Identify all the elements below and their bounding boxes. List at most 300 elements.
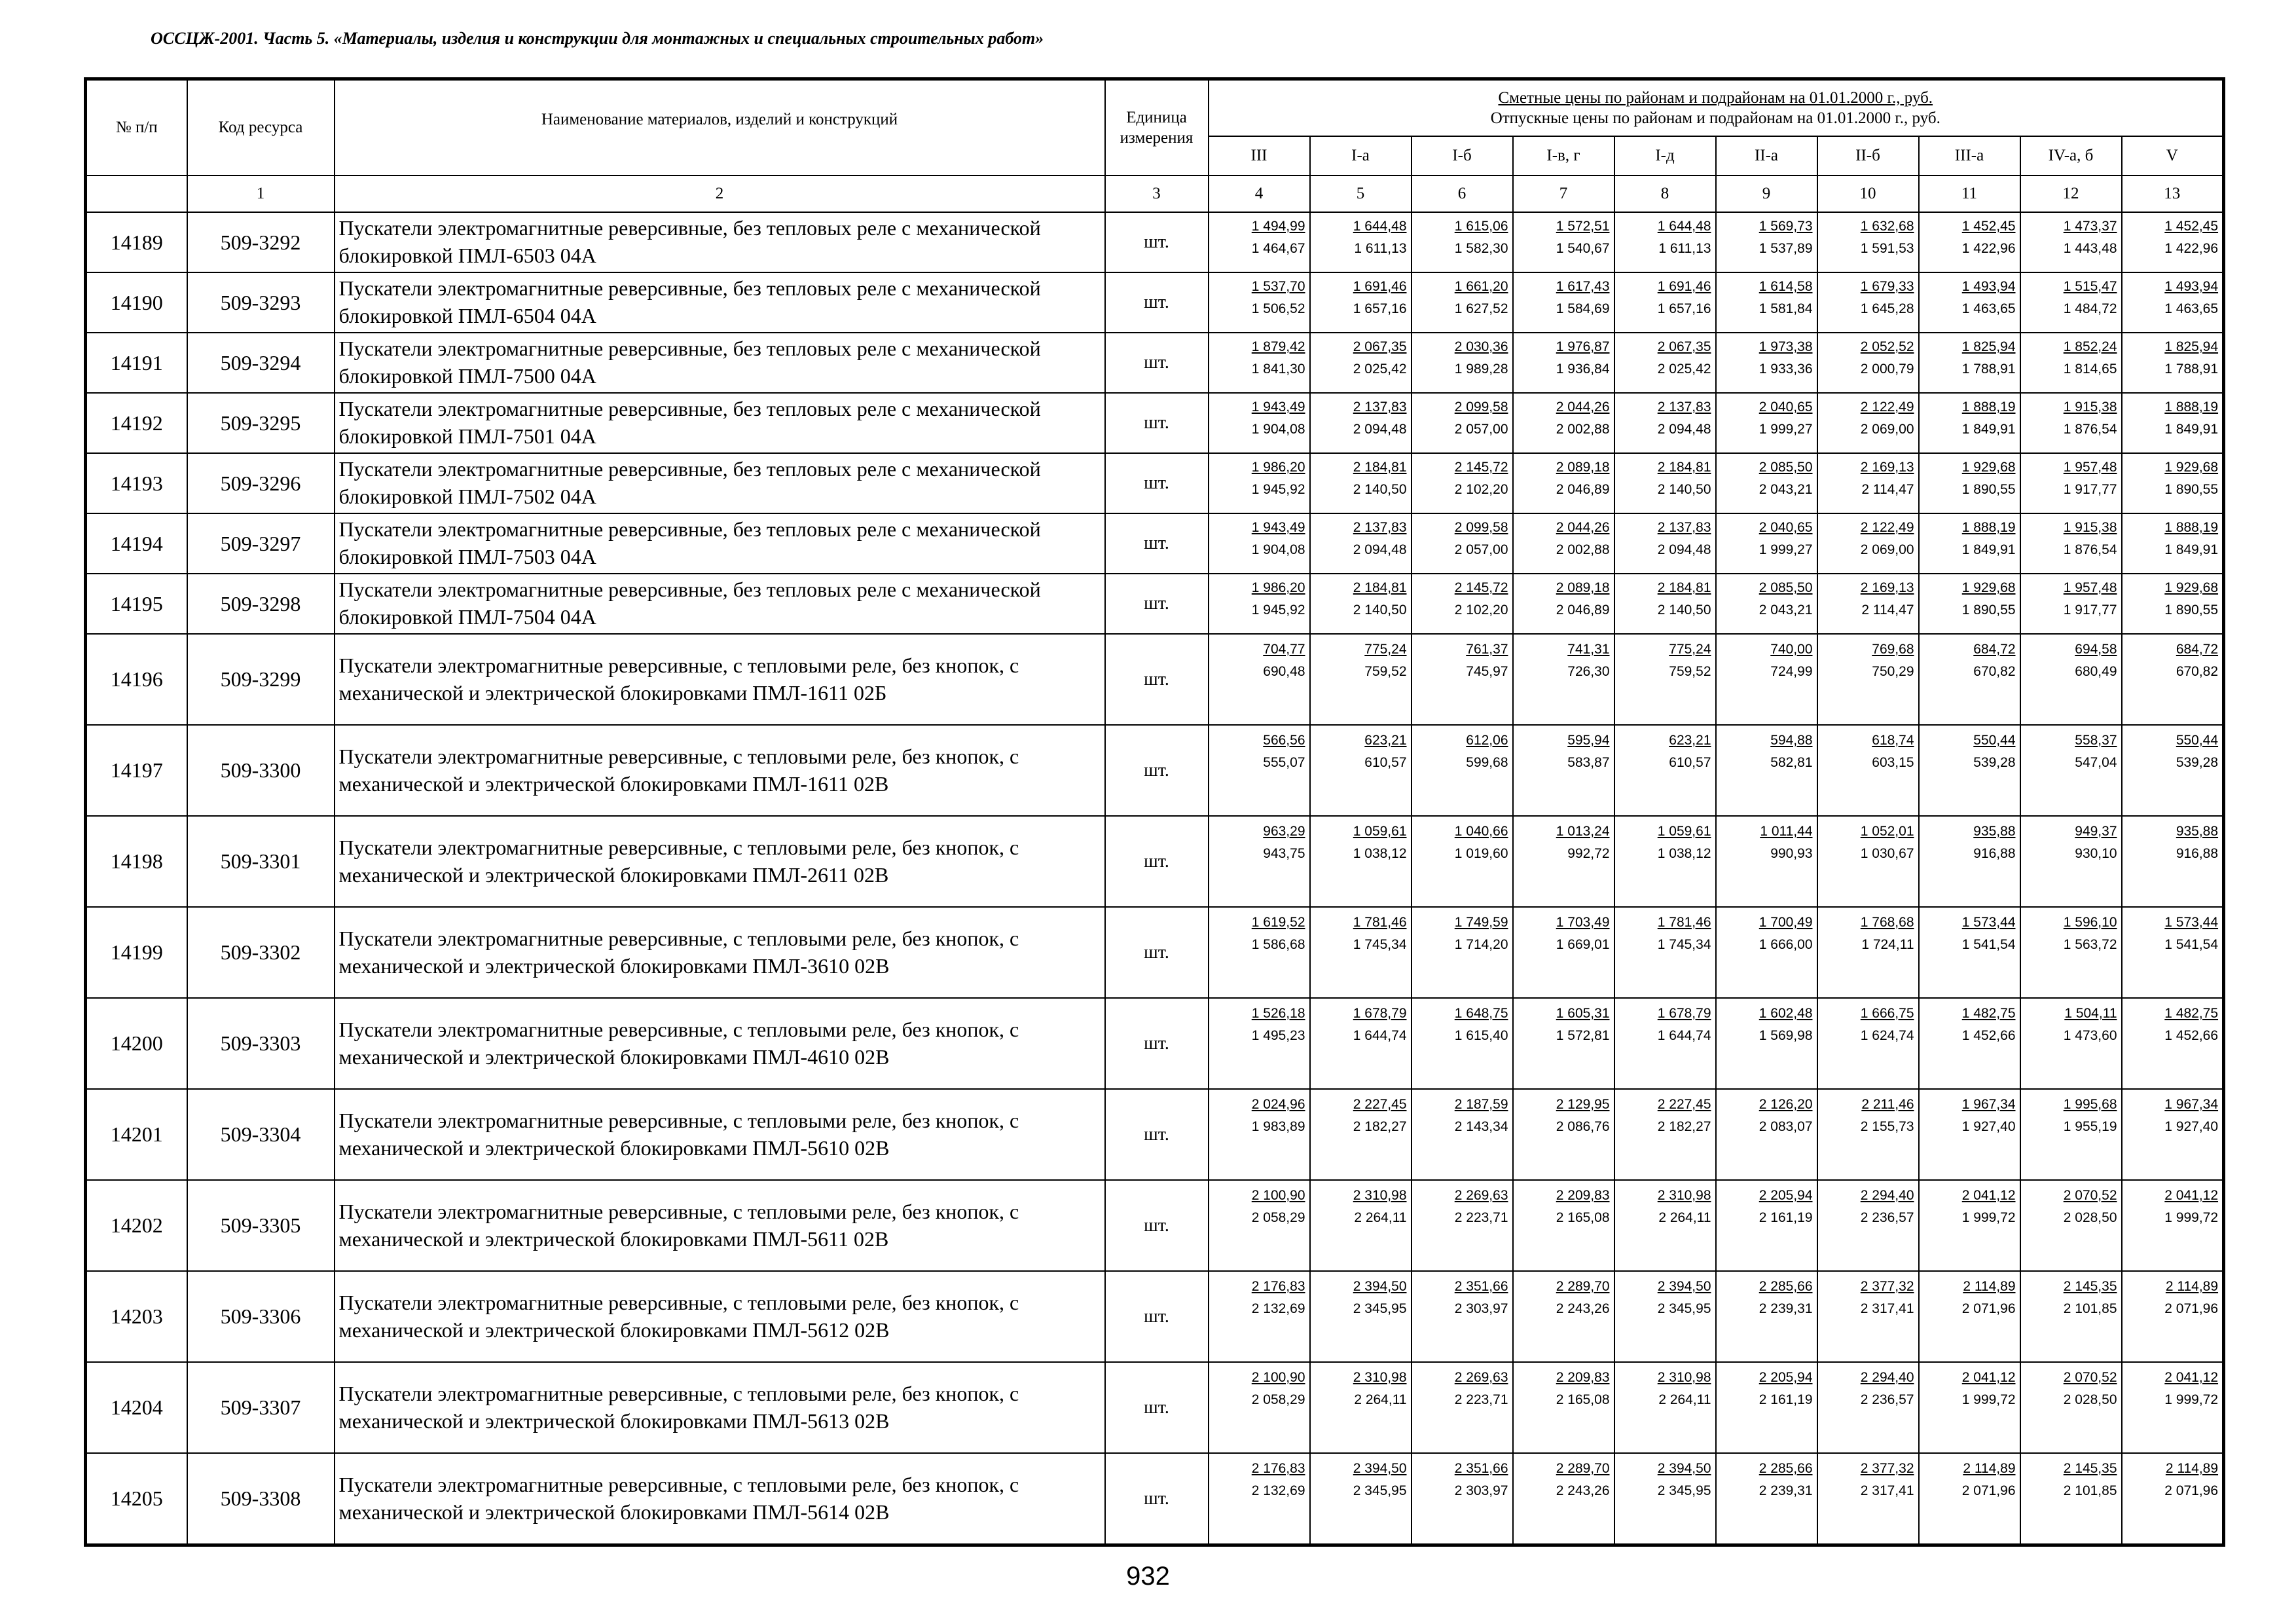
price-cell (1310, 333, 1412, 393)
unit-of-measure: шт. (1105, 998, 1209, 1089)
release-price: 1 890,55 (2164, 602, 2219, 618)
release-price: 1 030,67 (1860, 846, 1914, 861)
unit-of-measure: шт. (1105, 1180, 1209, 1271)
release-price: 2 002,88 (1556, 542, 1610, 557)
price-cell (1310, 272, 1412, 333)
price-cell (1614, 1362, 1716, 1453)
estimate-price: 2 030,36 (1454, 339, 1508, 354)
estimate-price: 694,58 (2075, 642, 2117, 657)
unit-of-measure: шт. (1105, 907, 1209, 998)
release-price: 690,48 (1263, 664, 1305, 679)
estimate-price: 1 995,68 (2063, 1097, 2117, 1112)
estimate-price: 1 572,51 (1556, 219, 1610, 234)
price-cell (1716, 1271, 1817, 1362)
estimate-price: 618,74 (1872, 733, 1914, 748)
estimate-price: 1 605,31 (1556, 1006, 1610, 1021)
price-cell (1310, 453, 1412, 513)
price-cell (1209, 453, 1310, 513)
estimate-price: 612,06 (1466, 733, 1508, 748)
price-cell (2020, 393, 2122, 453)
unit-of-measure: шт. (1105, 212, 1209, 272)
release-price: 1 945,92 (1251, 602, 1305, 618)
estimate-price: 2 289,70 (1556, 1461, 1610, 1476)
price-cell (1817, 1362, 1919, 1453)
estimate-price: 2 394,50 (1657, 1461, 1711, 1476)
estimate-price: 1 679,33 (1860, 279, 1914, 294)
price-cell (1412, 574, 1513, 634)
release-price: 2 140,50 (1657, 602, 1711, 618)
estimate-price: 1 052,01 (1860, 824, 1914, 839)
price-cell (1310, 1271, 1412, 1362)
document-header: ОССЦЖ-2001. Часть 5. «Материалы, изделия и конструкции для монтажных и специальных строительных работ» (151, 29, 1044, 48)
price-cell (1919, 272, 2020, 333)
prices-caption-estimate: Сметные цены по районам и подрайонам на 01.01.2000 г., руб. (1498, 88, 1933, 107)
price-cell (1716, 725, 1817, 816)
column-number: 8 (1614, 175, 1716, 212)
release-price: 2 140,50 (1353, 482, 1407, 497)
estimate-price: 963,29 (1263, 824, 1305, 839)
release-price: 1 714,20 (1454, 937, 1508, 952)
release-price: 1 627,52 (1454, 301, 1508, 316)
estimate-price: 623,21 (1364, 733, 1407, 748)
price-cell (2020, 574, 2122, 634)
row-number: 14193 (86, 453, 187, 513)
material-name: Пускатели электромагнитные реверсивные, без тепловых реле с механической блокировкой ПМЛ-6503 04А (335, 212, 1105, 272)
price-cell (1817, 907, 1919, 998)
release-price: 2 236,57 (1860, 1392, 1914, 1407)
price-cell (1817, 574, 1919, 634)
release-price: 1 669,01 (1556, 937, 1610, 952)
price-cell (2122, 1362, 2224, 1453)
release-price: 1 624,74 (1860, 1028, 1914, 1043)
estimate-price: 2 394,50 (1353, 1461, 1407, 1476)
table-row (86, 725, 2224, 816)
page-number: 932 (1126, 1562, 1170, 1591)
estimate-price: 1 569,73 (1758, 219, 1813, 234)
row-number: 14199 (86, 907, 187, 998)
estimate-price: 2 285,66 (1758, 1279, 1813, 1294)
estimate-price: 2 289,70 (1556, 1279, 1610, 1294)
release-price: 2 083,07 (1758, 1119, 1813, 1134)
price-cell (1817, 1271, 1919, 1362)
estimate-price: 1 596,10 (2063, 915, 2117, 930)
estimate-price: 2 351,66 (1454, 1461, 1508, 1476)
resource-code: 509-3294 (187, 333, 335, 393)
estimate-price: 1 929,68 (1961, 580, 2016, 595)
table-row (86, 907, 2224, 998)
resource-code: 509-3293 (187, 272, 335, 333)
release-price: 1 645,28 (1860, 301, 1914, 316)
row-number: 14190 (86, 272, 187, 333)
price-cell (1209, 513, 1310, 574)
estimate-price: 2 085,50 (1758, 580, 1813, 595)
price-cell (1817, 725, 1919, 816)
release-price: 2 046,89 (1556, 482, 1610, 497)
release-price: 1 876,54 (2063, 422, 2117, 437)
price-cell (2122, 1453, 2224, 1545)
row-number: 14192 (86, 393, 187, 453)
header-row-1 (86, 79, 2224, 137)
price-cell (1209, 907, 1310, 998)
estimate-price: 1 515,47 (2063, 279, 2117, 294)
table-row (86, 816, 2224, 907)
price-cell (1919, 453, 2020, 513)
region-header: I-а (1310, 136, 1412, 175)
estimate-price: 1 482,75 (2164, 1006, 2219, 1021)
table-row (86, 1180, 2224, 1271)
release-price: 1 814,65 (2063, 361, 2117, 377)
release-price: 2 043,21 (1758, 602, 1813, 618)
estimate-price: 1 852,24 (2063, 339, 2117, 354)
price-cell (1209, 1271, 1310, 1362)
price-cell (2122, 513, 2224, 574)
release-price: 603,15 (1872, 755, 1914, 770)
estimate-price: 1 915,38 (2063, 399, 2117, 415)
price-cell (2020, 1453, 2122, 1545)
release-price: 2 182,27 (1657, 1119, 1711, 1134)
price-cell (1614, 1089, 1716, 1180)
table-row (86, 1453, 2224, 1545)
price-cell (1614, 634, 1716, 725)
estimate-price: 2 184,81 (1657, 580, 1711, 595)
region-header: I-в, г (1513, 136, 1614, 175)
release-price: 2 243,26 (1556, 1301, 1610, 1316)
release-price: 2 345,95 (1353, 1483, 1407, 1498)
estimate-price: 1 619,52 (1251, 915, 1305, 930)
release-price: 2 102,20 (1454, 482, 1508, 497)
price-cell (1310, 574, 1412, 634)
release-price: 1 933,36 (1758, 361, 1813, 377)
release-price: 759,52 (1669, 664, 1711, 679)
estimate-price: 2 126,20 (1758, 1097, 1813, 1112)
price-cell (1310, 634, 1412, 725)
price-cell (1412, 513, 1513, 574)
release-price: 539,28 (1973, 755, 2016, 770)
price-cell (2020, 1271, 2122, 1362)
price-cell (2020, 1089, 2122, 1180)
unit-of-measure: шт. (1105, 453, 1209, 513)
release-price: 1 611,13 (1354, 241, 1407, 256)
release-price: 1 464,67 (1251, 241, 1305, 256)
price-cell (1817, 1180, 1919, 1271)
price-cell (2020, 1180, 2122, 1271)
material-name: Пускатели электромагнитные реверсивные, с тепловыми реле, без кнопок, с механической и электрической блокировками ПМЛ-5613 02В (335, 1362, 1105, 1453)
prices-caption (1209, 79, 2224, 137)
resource-code: 509-3306 (187, 1271, 335, 1362)
estimate-price: 1 973,38 (1758, 339, 1813, 354)
release-price: 1 563,72 (2063, 937, 2117, 952)
row-number: 14195 (86, 574, 187, 634)
release-price: 2 161,19 (1758, 1210, 1813, 1225)
column-number-empty (86, 175, 187, 212)
estimate-price: 2 377,32 (1860, 1279, 1914, 1294)
resource-code: 509-3302 (187, 907, 335, 998)
price-cell (1716, 816, 1817, 907)
estimate-price: 2 100,90 (1251, 1370, 1305, 1385)
estimate-price: 1 011,44 (1760, 824, 1813, 839)
unit-of-measure: шт. (1105, 574, 1209, 634)
estimate-price: 1 452,45 (2164, 219, 2219, 234)
estimate-price: 769,68 (1872, 642, 1914, 657)
row-number: 14201 (86, 1089, 187, 1180)
column-number: 1 (187, 175, 335, 212)
material-name: Пускатели электромагнитные реверсивные, без тепловых реле с механической блокировкой ПМЛ-7501 04А (335, 393, 1105, 453)
price-cell (2122, 574, 2224, 634)
release-price: 726,30 (1567, 664, 1610, 679)
price-cell (2122, 816, 2224, 907)
release-price: 2 143,34 (1454, 1119, 1508, 1134)
price-cell (1209, 212, 1310, 272)
price-cell (1614, 574, 1716, 634)
release-price: 2 071,96 (1961, 1301, 2016, 1316)
release-price: 2 345,95 (1353, 1301, 1407, 1316)
release-price: 930,10 (2075, 846, 2117, 861)
price-cell (1614, 272, 1716, 333)
release-price: 1 849,91 (1961, 422, 2016, 437)
resource-code: 509-3296 (187, 453, 335, 513)
price-cell (1310, 998, 1412, 1089)
estimate-price: 2 285,66 (1758, 1461, 1813, 1476)
release-price: 1 999,27 (1758, 422, 1813, 437)
price-cell (1614, 212, 1716, 272)
price-cell (1412, 634, 1513, 725)
price-cell (2020, 272, 2122, 333)
release-price: 680,49 (2075, 664, 2117, 679)
release-price: 759,52 (1364, 664, 1407, 679)
price-cell (1513, 513, 1614, 574)
row-number: 14202 (86, 1180, 187, 1271)
estimate-price: 2 227,45 (1657, 1097, 1711, 1112)
price-cell (2122, 998, 2224, 1089)
price-cell (1919, 816, 2020, 907)
price-cell (1919, 574, 2020, 634)
release-price: 670,82 (1973, 664, 2016, 679)
estimate-price: 1 648,75 (1454, 1006, 1508, 1021)
estimate-price: 2 205,94 (1758, 1188, 1813, 1203)
release-price: 555,07 (1263, 755, 1305, 770)
price-cell (2020, 634, 2122, 725)
price-cell (2122, 212, 2224, 272)
release-price: 943,75 (1263, 846, 1305, 861)
release-price: 2 069,00 (1860, 542, 1914, 557)
release-price: 1 506,52 (1251, 301, 1305, 316)
release-price: 1 983,89 (1251, 1119, 1305, 1134)
estimate-price: 1 825,94 (2164, 339, 2219, 354)
release-price: 1 917,77 (2063, 482, 2117, 497)
price-cell (1209, 816, 1310, 907)
price-cell (1919, 634, 2020, 725)
estimate-price: 1 929,68 (2164, 460, 2219, 475)
release-price: 1 999,72 (1961, 1392, 2016, 1407)
resource-code: 509-3307 (187, 1362, 335, 1453)
estimate-price: 2 145,72 (1454, 460, 1508, 475)
price-cell (1310, 1089, 1412, 1180)
price-cell (1614, 513, 1716, 574)
release-price: 2 071,96 (2164, 1483, 2219, 1498)
estimate-price: 1 976,87 (1556, 339, 1610, 354)
release-price: 2 000,79 (1860, 361, 1914, 377)
material-name: Пускатели электромагнитные реверсивные, без тепловых реле с механической блокировкой ПМЛ-7500 04А (335, 333, 1105, 393)
release-price: 2 243,26 (1556, 1483, 1610, 1498)
price-cell (1919, 393, 2020, 453)
price-cell (1412, 453, 1513, 513)
release-price: 1 999,72 (2164, 1210, 2219, 1225)
price-cell (2020, 907, 2122, 998)
column-number: 9 (1716, 175, 1817, 212)
price-cell (2020, 998, 2122, 1089)
estimate-price: 566,56 (1263, 733, 1305, 748)
release-price: 1 591,53 (1860, 241, 1914, 256)
release-price: 2 114,47 (1861, 602, 1914, 618)
column-number: 4 (1209, 175, 1310, 212)
table-body (86, 212, 2224, 1545)
release-price: 1 443,48 (2063, 241, 2117, 256)
price-cell (1716, 212, 1817, 272)
price-cell (1310, 513, 1412, 574)
price-cell (1614, 1453, 1716, 1545)
estimate-price: 1 929,68 (1961, 460, 2016, 475)
release-price: 2 071,96 (2164, 1301, 2219, 1316)
release-price: 2 165,08 (1556, 1392, 1610, 1407)
release-price: 539,28 (2176, 755, 2219, 770)
unit-of-measure: шт. (1105, 1362, 1209, 1453)
price-cell (1412, 333, 1513, 393)
price-cell (2020, 725, 2122, 816)
price-cell (1919, 333, 2020, 393)
release-price: 2 028,50 (2063, 1392, 2117, 1407)
release-price: 2 303,97 (1454, 1301, 1508, 1316)
resource-code: 509-3308 (187, 1453, 335, 1545)
estimate-price: 1 666,75 (1860, 1006, 1914, 1021)
price-cell (1513, 1362, 1614, 1453)
price-cell (1310, 1180, 1412, 1271)
price-cell (2122, 333, 2224, 393)
estimate-price: 1 644,48 (1353, 219, 1407, 234)
estimate-price: 704,77 (1263, 642, 1305, 657)
release-price: 2 046,89 (1556, 602, 1610, 618)
price-cell (1716, 1453, 1817, 1545)
release-price: 990,93 (1770, 846, 1813, 861)
resource-code: 509-3299 (187, 634, 335, 725)
release-price: 1 890,55 (1961, 482, 2016, 497)
price-cell (1209, 634, 1310, 725)
estimate-price: 1 661,20 (1454, 279, 1508, 294)
release-price: 2 239,31 (1758, 1301, 1813, 1316)
release-price: 610,57 (1364, 755, 1407, 770)
price-cell (1716, 907, 1817, 998)
release-price: 2 069,00 (1860, 422, 1914, 437)
estimate-price: 775,24 (1364, 642, 1407, 657)
column-number: 6 (1412, 175, 1513, 212)
price-cell (1310, 1362, 1412, 1453)
release-price: 1 540,67 (1556, 241, 1610, 256)
release-price: 2 140,50 (1657, 482, 1711, 497)
estimate-price: 1 929,68 (2164, 580, 2219, 595)
price-cell (1919, 513, 2020, 574)
row-number: 14189 (86, 212, 187, 272)
col-unit-title: Единица измерения (1105, 79, 1209, 176)
release-price: 1 788,91 (1961, 361, 2016, 377)
estimate-price: 1 678,79 (1353, 1006, 1407, 1021)
estimate-price: 1 703,49 (1556, 915, 1610, 930)
row-number: 14197 (86, 725, 187, 816)
price-cell (2122, 1271, 2224, 1362)
estimate-price: 1 967,34 (2164, 1097, 2219, 1112)
release-price: 1 569,98 (1758, 1028, 1813, 1043)
estimate-price: 2 145,35 (2063, 1461, 2117, 1476)
estimate-price: 2 184,81 (1353, 580, 1407, 595)
resource-code: 509-3298 (187, 574, 335, 634)
estimate-price: 1 957,48 (2063, 460, 2117, 475)
price-cell (1716, 513, 1817, 574)
price-cell (1412, 393, 1513, 453)
release-price: 2 043,21 (1758, 482, 1813, 497)
price-cell (1817, 998, 1919, 1089)
price-cell (2020, 816, 2122, 907)
price-cell (1817, 1089, 1919, 1180)
price-cell (2122, 1089, 2224, 1180)
estimate-price: 741,31 (1567, 642, 1610, 657)
estimate-price: 550,44 (1973, 733, 2016, 748)
price-cell (2122, 1180, 2224, 1271)
table-row (86, 453, 2224, 513)
estimate-price: 1 915,38 (2063, 520, 2117, 535)
price-cell (1412, 998, 1513, 1089)
release-price: 1 999,72 (1961, 1210, 2016, 1225)
estimate-price: 684,72 (1973, 642, 2016, 657)
estimate-price: 1 573,44 (2164, 915, 2219, 930)
price-cell (1310, 816, 1412, 907)
estimate-price: 1 504,11 (2064, 1006, 2117, 1021)
estimate-price: 775,24 (1669, 642, 1711, 657)
estimate-price: 2 114,89 (1963, 1279, 2016, 1294)
estimate-price: 1 632,68 (1860, 219, 1914, 234)
column-number: 10 (1817, 175, 1919, 212)
estimate-price: 623,21 (1669, 733, 1711, 748)
estimate-price: 2 114,89 (2165, 1279, 2219, 1294)
release-price: 2 161,19 (1758, 1392, 1813, 1407)
release-price: 1 745,34 (1657, 937, 1711, 952)
price-cell (1513, 725, 1614, 816)
price-cell (1513, 212, 1614, 272)
price-cell (1513, 907, 1614, 998)
unit-of-measure: шт. (1105, 816, 1209, 907)
price-cell (1614, 725, 1716, 816)
estimate-price: 2 211,46 (1861, 1097, 1914, 1112)
release-price: 2 101,85 (2063, 1301, 2117, 1316)
column-number: 2 (335, 175, 1105, 212)
release-price: 2 264,11 (1658, 1210, 1711, 1225)
estimate-price: 2 024,96 (1251, 1097, 1305, 1112)
material-name: Пускатели электромагнитные реверсивные, без тепловых реле с механической блокировкой ПМЛ-7503 04А (335, 513, 1105, 574)
release-price: 1 541,54 (2164, 937, 2219, 952)
row-number: 14204 (86, 1362, 187, 1453)
price-cell (2122, 634, 2224, 725)
estimate-price: 1 986,20 (1251, 460, 1305, 475)
release-price: 1 936,84 (1556, 361, 1610, 377)
estimate-price: 2 227,45 (1353, 1097, 1407, 1112)
release-price: 1 038,12 (1657, 846, 1711, 861)
estimate-price: 1 781,46 (1657, 915, 1711, 930)
estimate-price: 949,37 (2075, 824, 2117, 839)
release-price: 1 849,91 (2164, 422, 2219, 437)
column-number: 5 (1310, 175, 1412, 212)
row-number: 14205 (86, 1453, 187, 1545)
material-name: Пускатели электромагнитные реверсивные, без тепловых реле с механической блокировкой ПМЛ-7502 04А (335, 453, 1105, 513)
estimate-price: 935,88 (1973, 824, 2016, 839)
price-cell (1412, 272, 1513, 333)
estimate-price: 1 781,46 (1353, 915, 1407, 930)
